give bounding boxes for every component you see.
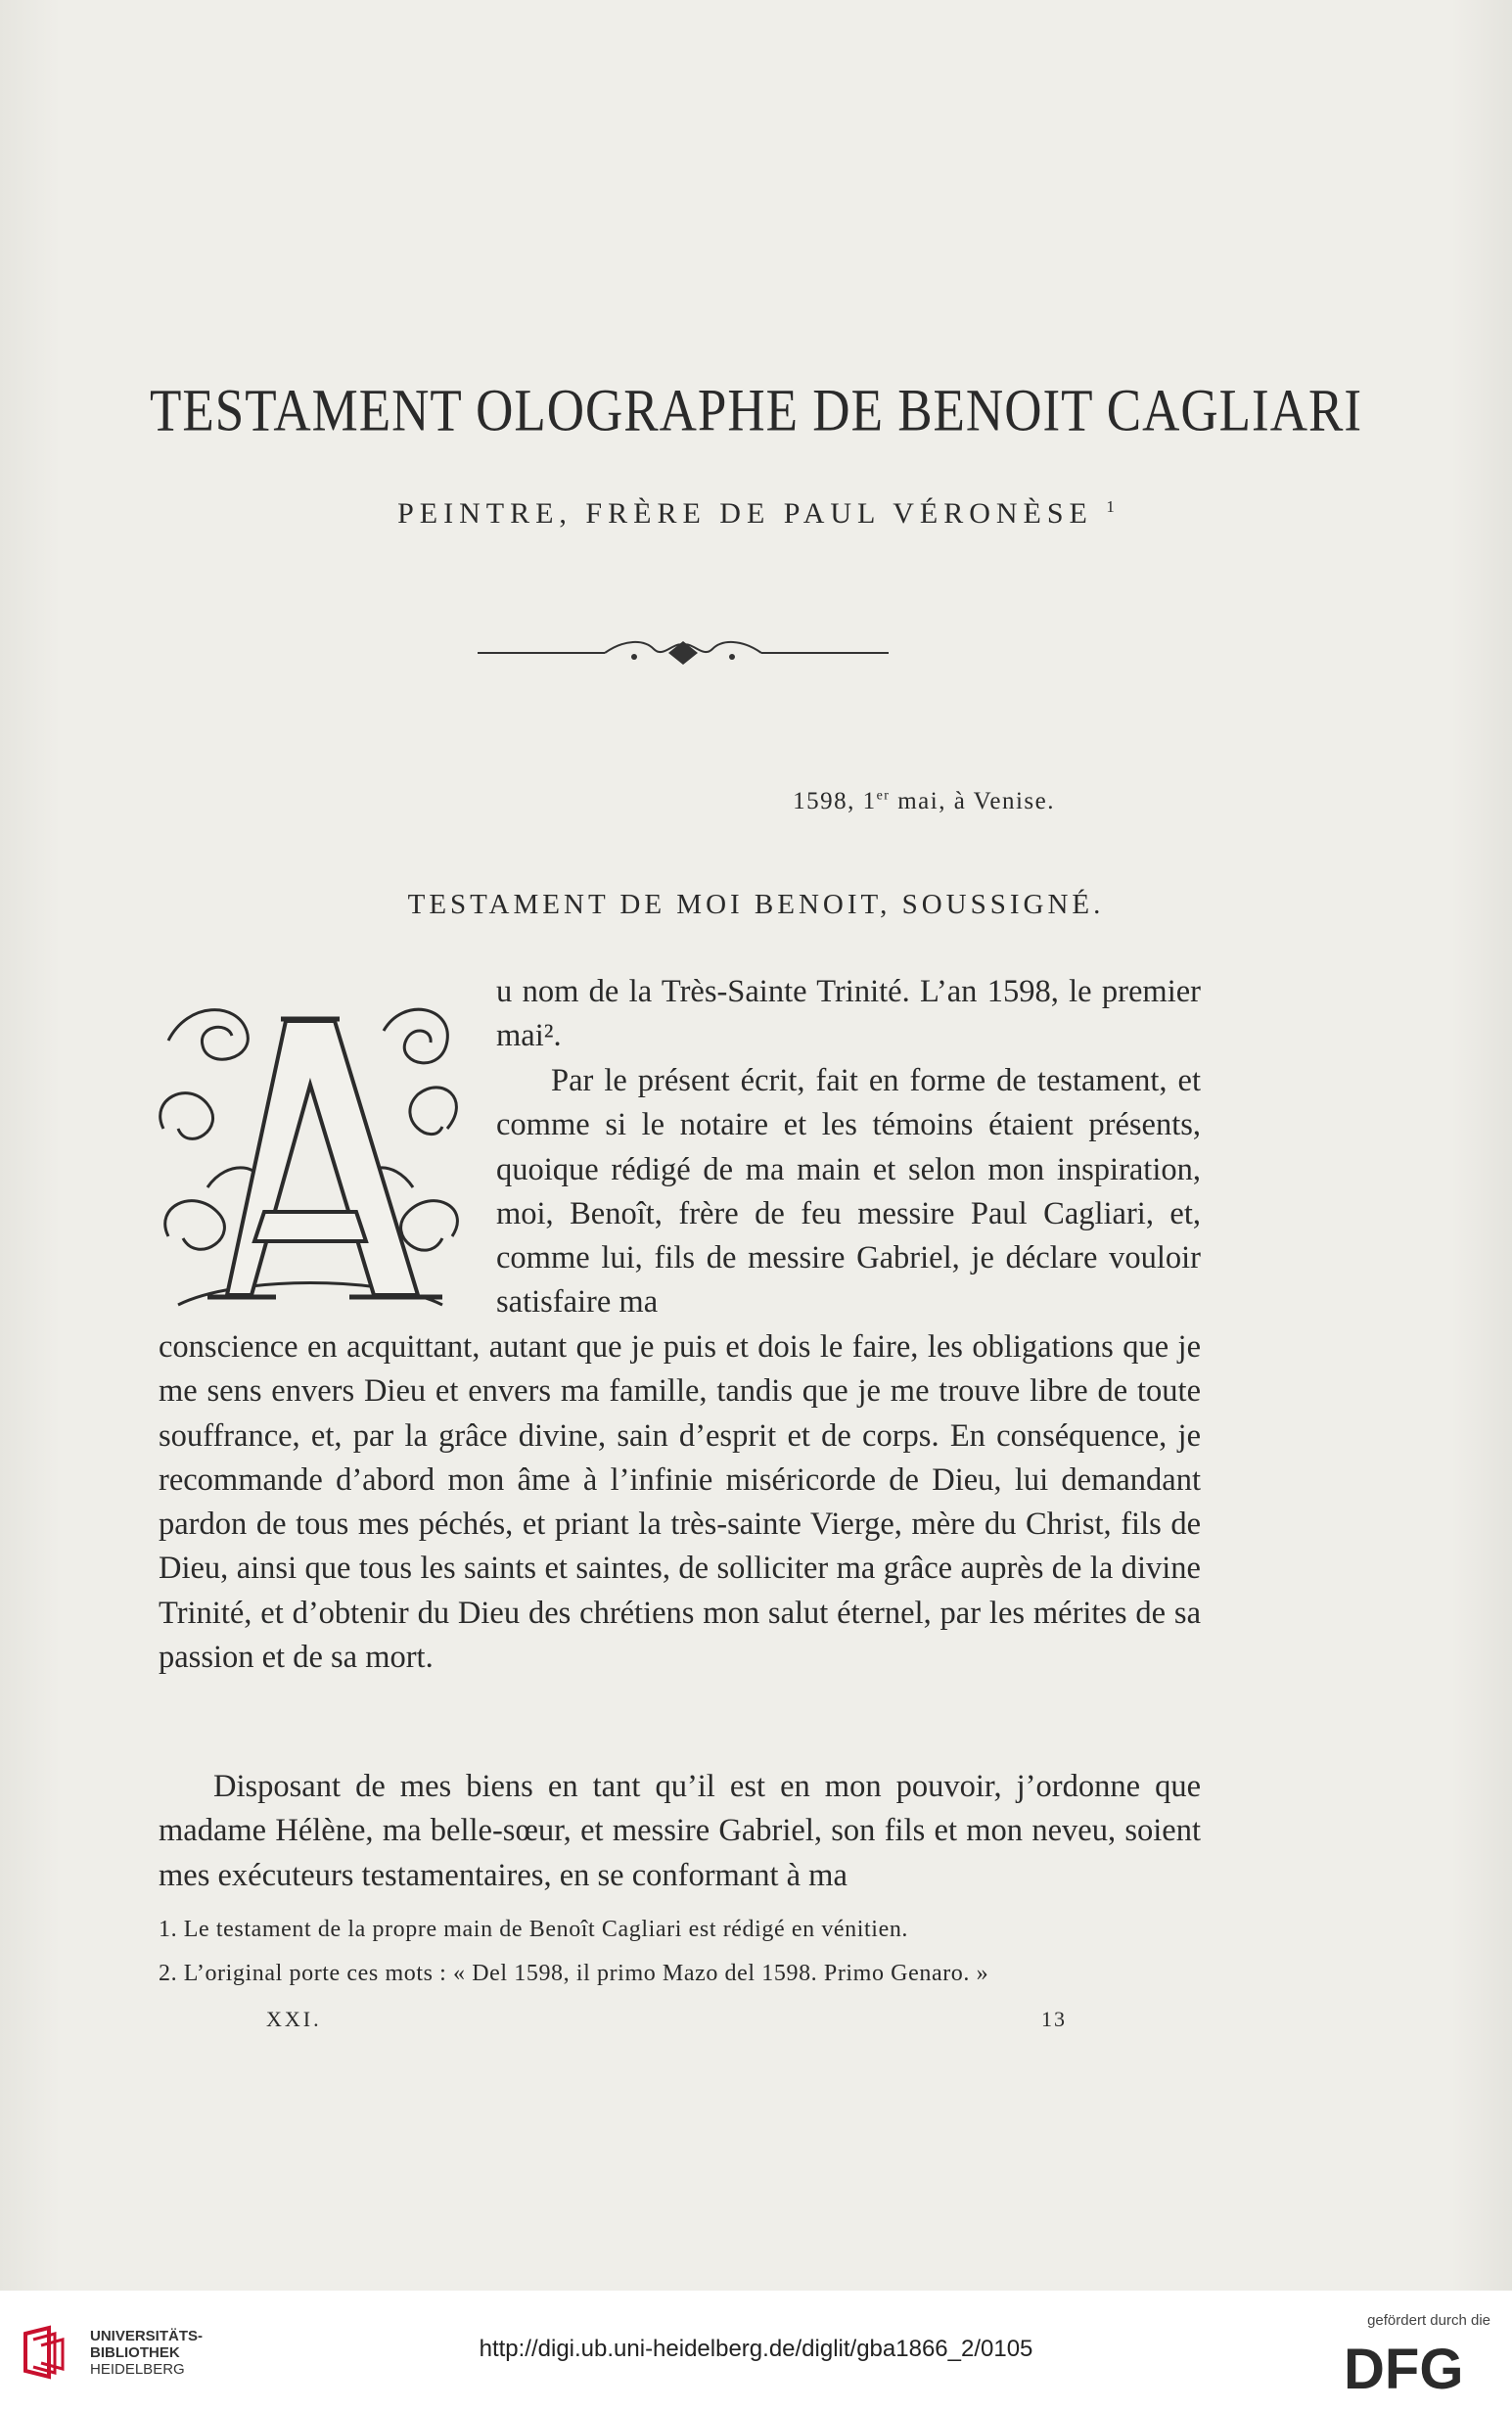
dateline-place: mai, à Venise. bbox=[890, 788, 1055, 814]
drop-cap-letter: A bbox=[309, 1178, 311, 1179]
footnote-1: 1. Le testament de la propre main de Benoît Cagliari est rédigé en vénitien. bbox=[159, 1917, 909, 1942]
dfg-logo-icon[interactable] bbox=[1344, 2336, 1490, 2396]
section-heading: TESTAMENT DE MOI BENOIT, SOUSSIGNÉ. bbox=[407, 889, 1105, 920]
paragraph-3: Disposant de mes biens en tant qu’il est en mon pouvoir, j’ordonne que madame Hélène, ma belle-sœur, et messire Gabriel, son fils et mon neveu, soient mes exécuteurs testamentaires, en se conformant à ma bbox=[159, 1769, 1201, 1893]
footnote-2: 2. L’original porte ces mots : « Del 1598, il primo Mazo del 1598. Primo Genaro. » bbox=[159, 1961, 989, 1986]
volume-number: XXI. bbox=[266, 2007, 322, 2031]
signature-mark: 13 bbox=[1041, 2007, 1067, 2031]
svg-text:DFG: DFG bbox=[1344, 2338, 1464, 2396]
article-title: TESTAMENT OLOGRAPHE DE BENOIT CAGLIARI bbox=[150, 378, 1362, 444]
ub-name-line-1: UNIVERSITÄTS- bbox=[90, 2328, 204, 2344]
ub-name-line-3: HEIDELBERG bbox=[90, 2361, 185, 2378]
article-subtitle bbox=[0, 497, 1512, 531]
subtitle-footnote-ref: 1 bbox=[1106, 497, 1115, 516]
ub-name-line-2: BIBLIOTHEK bbox=[90, 2344, 180, 2361]
dateline bbox=[685, 788, 1055, 815]
funding-caption: gefördert durch die bbox=[1367, 2312, 1490, 2329]
drop-cap-illustration bbox=[149, 982, 472, 1322]
viewer-footer-bar bbox=[0, 2291, 1512, 2411]
dateline-year: 1598, 1 bbox=[793, 788, 877, 814]
paragraph-2-continued: conscience en acquittant, autant que je puis et dois le faire, les obligations que je me sens envers Dieu et envers ma famille, tandis que je me trouve libre de toute souffrance, et, par la grâce divine, sain d’esprit et de corps. En conséquence, je recommande d’abord mon âme à l’infinie miséricorde de Dieu, lui demandant pardon de tous mes péchés, et priant la très-sainte Vierge, mère du Christ, fils de Dieu, ainsi que tous les saints et saintes, de solliciter ma grâce auprès de la divine Trinité, et d’obtenir du Dieu des chrétiens mon salut éternel, par les mérites de sa passion et de sa mort. bbox=[159, 1329, 1201, 1676]
decorative-ornament bbox=[478, 631, 889, 671]
paragraph-opening: u nom de la Très-Sainte Trinité. L’an 1598, le premier mai². bbox=[496, 974, 1201, 1054]
dateline-ordinal: er bbox=[876, 788, 891, 804]
permalink-url[interactable]: http://digi.ub.uni-heidelberg.de/diglit/gba1866_2/0105 bbox=[479, 2336, 1033, 2362]
paragraph-2-start: Par le présent écrit, fait en forme de testament, et comme si le notaire et les témoins étaient présents, quoique rédigé de ma main et selon mon inspiration, moi, Benoît, frère de feu messire Paul Cagliari, et, comme lui, fils de messire Gabriel, je déclare vouloir satisfaire ma bbox=[496, 1063, 1201, 1321]
subtitle-text: PEINTRE, FRÈRE DE PAUL VÉRONÈSE bbox=[397, 497, 1093, 530]
